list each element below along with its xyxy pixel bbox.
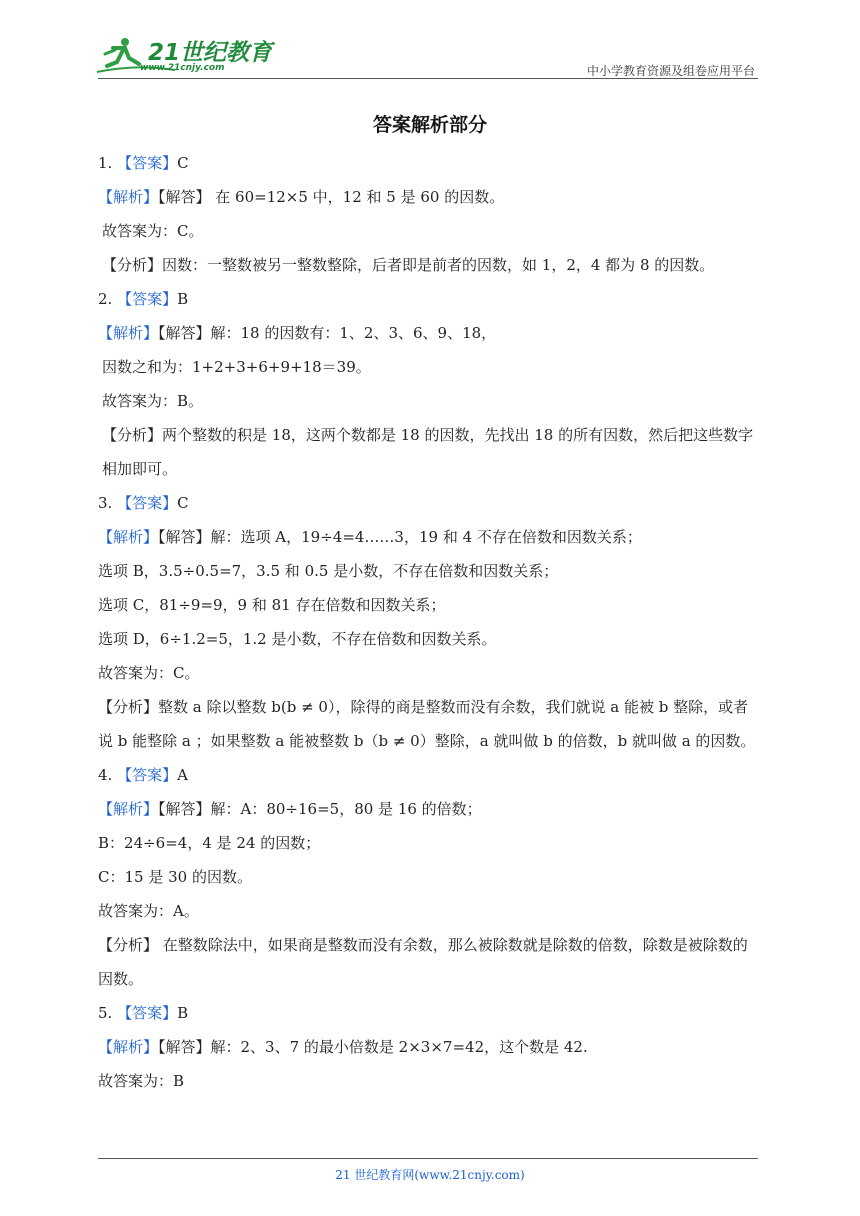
q4-fenxi-line bbox=[98, 928, 760, 996]
q4-number: 4. bbox=[98, 766, 113, 784]
answer-tag: 【答案】 bbox=[117, 766, 178, 784]
q1-jieda: 【解答】 在 60=12×5 中，12 和 5 是 60 的因数。 bbox=[158, 188, 505, 206]
header-divider bbox=[98, 78, 758, 79]
q5-analysis-line bbox=[98, 1030, 760, 1064]
q4-line2: B：24÷6=4，4 是 24 的因数； bbox=[98, 834, 321, 852]
answer-tag: 【答案】 bbox=[117, 290, 178, 308]
q3-line2: 选项 B，3.5÷0.5=7，3.5 和 0.5 是小数，不存在倍数和因数关系； bbox=[98, 562, 559, 580]
q5-conclusion: 故答案为：B bbox=[98, 1072, 185, 1090]
q5-answer-line bbox=[98, 996, 760, 1030]
q3-analysis-line bbox=[98, 520, 760, 554]
page-title: 答案解析部分 bbox=[372, 114, 487, 136]
q4-conclusion: 故答案为：A。 bbox=[98, 902, 199, 920]
q5-jieda: 【解答】解：2、3、7 的最小倍数是 2×3×7=42，这个数是 42. bbox=[158, 1038, 588, 1056]
answer-tag: 【答案】 bbox=[117, 1004, 178, 1022]
q1-answer-line bbox=[98, 146, 760, 180]
answer-tag: 【答案】 bbox=[117, 494, 178, 512]
q2-fenxi: 两个整数的积是 18，这两个数都是 18 的因数，先找出 18 的所有因数，然后把这些数字相加即可。 bbox=[102, 426, 754, 478]
q3-number: 3. bbox=[98, 494, 113, 512]
q2-analysis-line bbox=[98, 316, 760, 350]
analysis-tag: 【解析】 bbox=[98, 324, 159, 342]
answer-tag: 【答案】 bbox=[117, 154, 178, 172]
q1-fenxi: 因数：一整数被另一整数整除，后者即是前者的因数，如 1，2，4 都为 8 的因数。 bbox=[162, 256, 715, 274]
logo-text: 21世纪教育 bbox=[148, 40, 273, 66]
q3-line4: 选项 D，6÷1.2=5，1.2 是小数，不存在倍数和因数关系。 bbox=[98, 630, 497, 648]
q1-number: 1. bbox=[98, 154, 113, 172]
q2-answer: B bbox=[177, 290, 189, 308]
q4-answer-line bbox=[98, 758, 760, 792]
q4-analysis-line bbox=[98, 792, 760, 826]
logo-url: www.21cnjy.com bbox=[140, 63, 225, 73]
q2-conclusion: 故答案为：B。 bbox=[102, 392, 204, 410]
q3-answer: C bbox=[177, 494, 189, 512]
analysis-tag: 【解析】 bbox=[98, 528, 159, 546]
q4-line3: C：15 是 30 的因数。 bbox=[98, 868, 252, 886]
fenxi-tag: 【分析】 bbox=[98, 936, 159, 954]
analysis-tag: 【解析】 bbox=[98, 800, 159, 818]
fenxi-tag: 【分析】 bbox=[102, 256, 163, 274]
fenxi-tag: 【分析】 bbox=[98, 698, 159, 716]
q2-jieda: 【解答】解：18 的因数有：1、2、3、6、9、18， bbox=[158, 324, 497, 342]
q5-number: 5. bbox=[98, 1004, 113, 1022]
footer-link[interactable]: 21 世纪教育网(www.21cnjy.com) bbox=[335, 1168, 525, 1182]
q1-fenxi-line bbox=[98, 248, 760, 282]
fenxi-tag: 【分析】 bbox=[102, 426, 163, 444]
q4-jieda: 【解答】解：A：80÷16=5，80 是 16 的倍数； bbox=[158, 800, 482, 818]
q4-fenxi: 在整数除法中，如果商是整数而没有余数，那么被除数就是除数的倍数，除数是被除数的因数。 bbox=[98, 936, 748, 988]
q2-number: 2. bbox=[98, 290, 113, 308]
q3-answer-line bbox=[98, 486, 760, 520]
q1-conclusion: 故答案为：C。 bbox=[102, 222, 204, 240]
q1-answer: C bbox=[177, 154, 189, 172]
analysis-tag: 【解析】 bbox=[98, 188, 159, 206]
q5-answer: B bbox=[177, 1004, 189, 1022]
q2-fenxi-line bbox=[98, 418, 760, 486]
analysis-tag: 【解析】 bbox=[98, 1038, 159, 1056]
q4-answer: A bbox=[177, 766, 188, 784]
q1-analysis-line bbox=[98, 180, 760, 214]
q3-jieda: 【解答】解：选项 A，19÷4=4……3，19 和 4 不存在倍数和因数关系； bbox=[158, 528, 642, 546]
q3-line3: 选项 C，81÷9=9，9 和 81 存在倍数和因数关系； bbox=[98, 596, 446, 614]
q2-line2: 因数之和为：1+2+3+6+9+18＝39。 bbox=[102, 358, 371, 376]
q3-conclusion: 故答案为：C。 bbox=[98, 664, 200, 682]
q2-answer-line bbox=[98, 282, 760, 316]
q3-fenxi: 整数 a 除以整数 b(b ≠ 0），除得的商是整数而没有余数，我们就说 a 能被 b 整除，或者说 b 能整除 a ；如果整数 a 能被整数 b（b ≠ 0）整除，a 就叫做 b 的倍数，b 就叫做 a 的因数。 bbox=[98, 698, 756, 750]
footer-divider bbox=[98, 1158, 758, 1159]
platform-name: 中小学教育资源及组卷应用平台 bbox=[586, 64, 755, 78]
answer-content bbox=[98, 146, 760, 1098]
q3-fenxi-line bbox=[98, 690, 760, 758]
page-header bbox=[0, 0, 860, 82]
